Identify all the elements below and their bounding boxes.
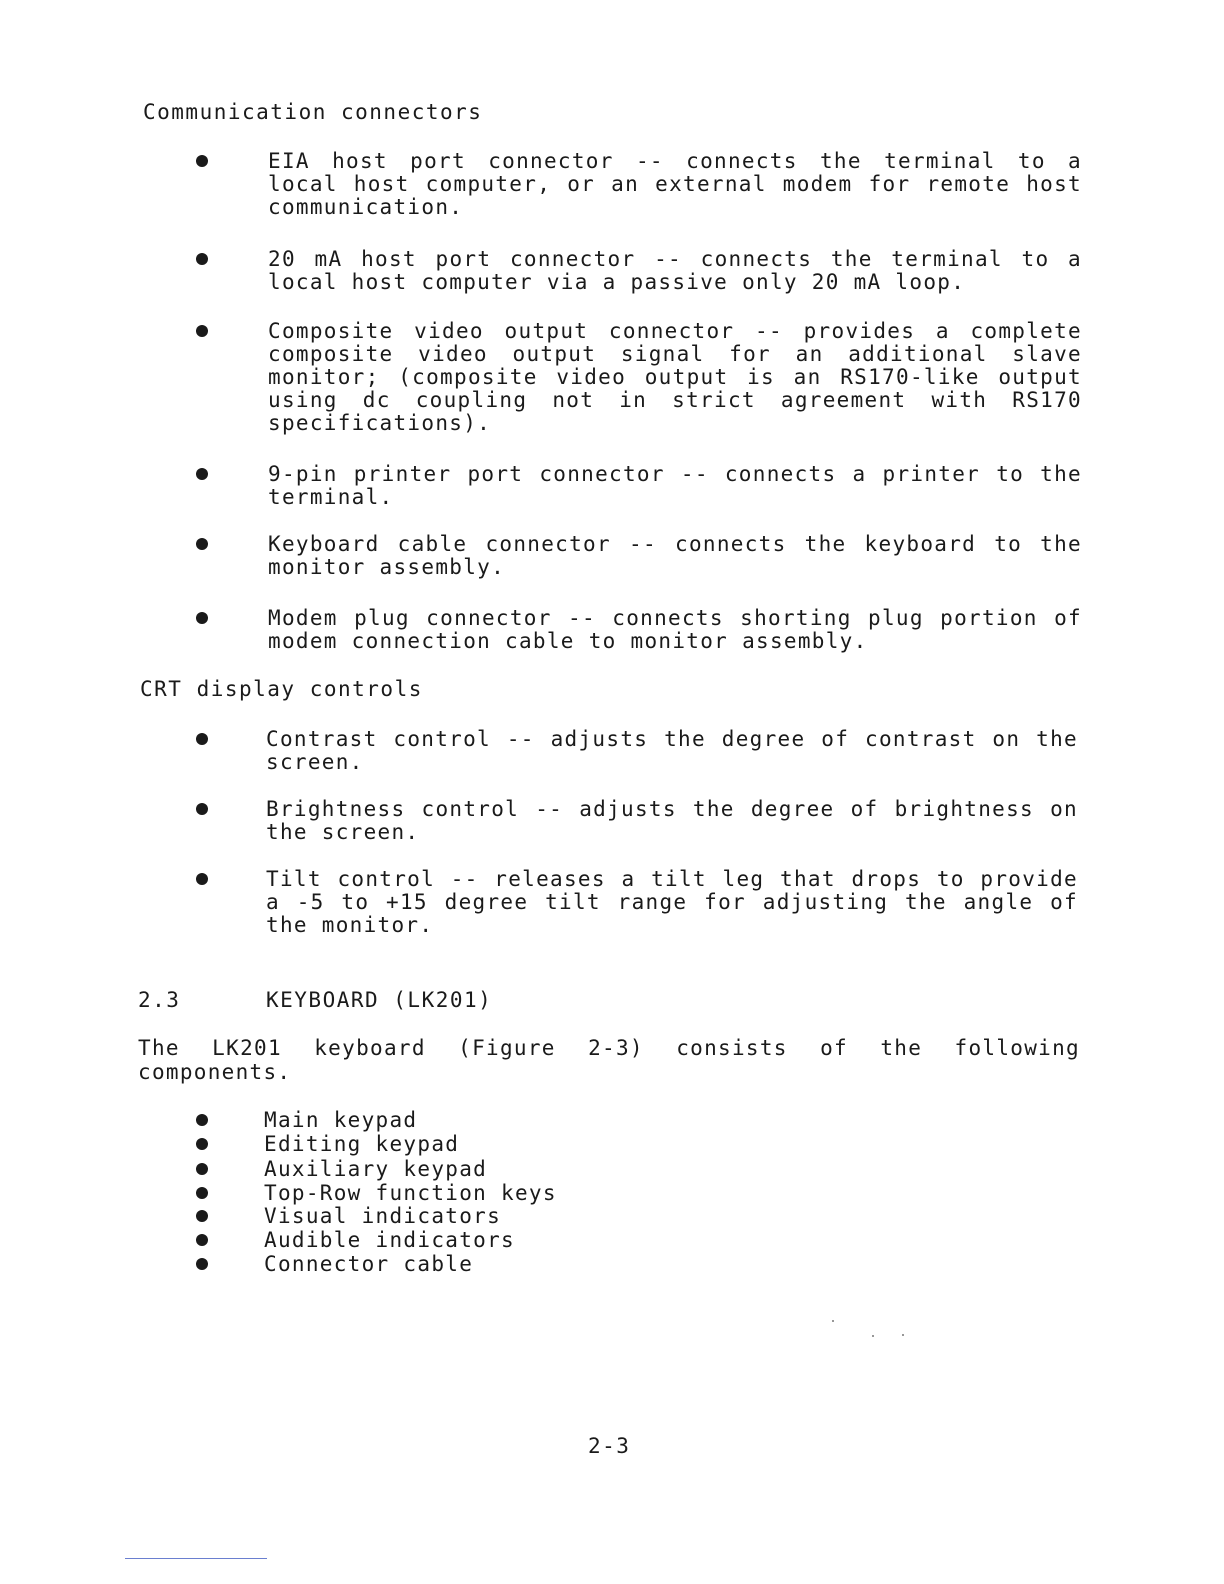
section-number: 2.3	[138, 988, 181, 1012]
item-text: Connector cable	[264, 1252, 474, 1276]
bullet-icon	[196, 1258, 208, 1270]
bullet-icon	[196, 155, 208, 167]
bullet-icon	[196, 325, 208, 337]
bullet-icon	[196, 1163, 208, 1175]
edge-mark	[125, 1558, 267, 1559]
bullet-icon	[196, 612, 208, 624]
bullet-icon	[196, 468, 208, 480]
item-text: Modem plug connector -- connects shorting plug portion of modem connection cable to monitor assembly.	[268, 606, 1082, 653]
item-text: Visual indicators	[264, 1204, 502, 1228]
scan-speck	[872, 1335, 874, 1337]
item-text: Audible indicators	[264, 1228, 515, 1252]
crt-heading: CRT display controls	[140, 677, 423, 701]
bullet-icon	[196, 733, 208, 745]
item-text: Keyboard cable connector -- connects the keyboard to the monitor assembly.	[268, 532, 1082, 579]
section-title: KEYBOARD (LK201)	[266, 988, 493, 1012]
item-text: Editing keypad	[264, 1132, 460, 1156]
bullet-icon	[196, 1114, 208, 1126]
item-text: 20 mA host port connector -- connects the terminal to a local host computer via a passive only 20 mA loop.	[268, 247, 1082, 294]
scan-speck	[832, 1320, 834, 1322]
bullet-icon	[196, 1234, 208, 1246]
bullet-icon	[196, 1210, 208, 1222]
page-number: 2-3	[588, 1434, 631, 1458]
bullet-icon	[196, 1138, 208, 1150]
scan-speck	[902, 1334, 904, 1336]
item-text: Main keypad	[264, 1108, 418, 1132]
item-text: 9-pin printer port connector -- connects a printer to the terminal.	[268, 462, 1082, 509]
item-text: Composite video output connector -- provides a complete composite video output signal for an additional slave monitor; (composite video output is an RS170-like output using dc coupling not in strict agreement with RS170 specifications).	[268, 319, 1082, 435]
bullet-icon	[196, 538, 208, 550]
bullet-icon	[196, 873, 208, 885]
item-text: Tilt control -- releases a tilt leg that drops to provide a -5 to +15 degree tilt range for adjusting the angle of the monitor.	[266, 867, 1078, 937]
item-text: Brightness control -- adjusts the degree of brightness on the screen.	[266, 797, 1078, 844]
section-intro: The LK201 keyboard (Figure 2-3) consists of the following components.	[138, 1036, 1080, 1084]
item-text: Top-Row function keys	[264, 1181, 557, 1205]
bullet-icon	[196, 1187, 208, 1199]
bullet-icon	[196, 253, 208, 265]
item-text: Contrast control -- adjusts the degree of contrast on the screen.	[266, 727, 1078, 774]
item-text: Auxiliary keypad	[264, 1157, 488, 1181]
item-text: EIA host port connector -- connects the terminal to a local host computer, or an external modem for remote host communication.	[268, 149, 1082, 219]
communication-heading: Communication connectors	[143, 100, 483, 124]
bullet-icon	[196, 803, 208, 815]
